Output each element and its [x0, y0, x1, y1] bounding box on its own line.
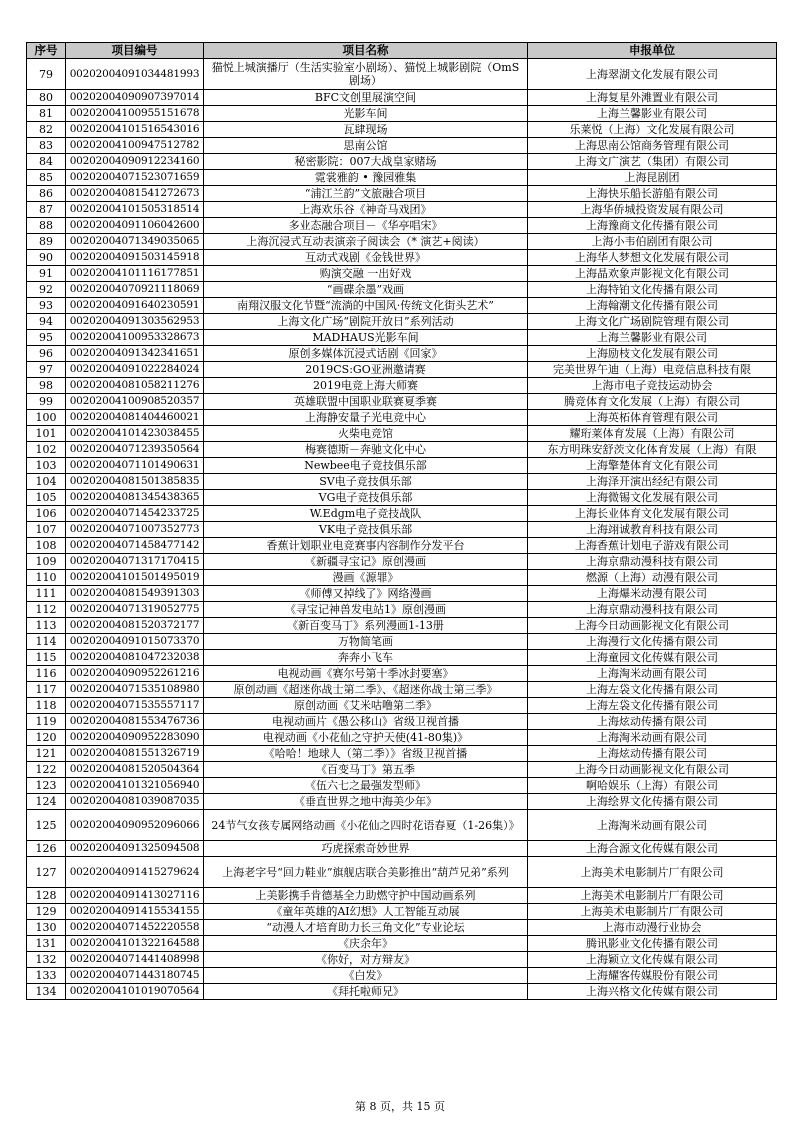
row-project-name: 巧虎探索奇妙世界 [204, 841, 528, 857]
row-project-code: 00202004081058211276 [66, 378, 204, 394]
table-row [27, 888, 777, 904]
row-index: 111 [27, 586, 66, 602]
header-project-name: 项目名称 [204, 43, 528, 59]
row-project-code: 00202004091415279624 [66, 857, 204, 888]
table-row [27, 634, 777, 650]
table-row [27, 602, 777, 618]
row-project-name: 电视动画《小花仙之守护天使(41-80集)》 [204, 730, 528, 746]
row-applicant: 上海翊诚教育科技有限公司 [528, 522, 777, 538]
row-project-name: 《你好，对方辩友》 [204, 952, 528, 968]
table-row [27, 250, 777, 266]
row-project-name: 《寻宝记神兽发电站1》原创漫画 [204, 602, 528, 618]
row-applicant: 上海思南公馆商务管理有限公司 [528, 138, 777, 154]
row-project-name: 原创动画《艾米咕噜第二季》 [204, 698, 528, 714]
row-project-code: 00202004090952261216 [66, 666, 204, 682]
row-project-code: 00202004081404460021 [66, 410, 204, 426]
row-project-name: 秘密影院：007大战皇家赌场 [204, 154, 528, 170]
row-project-code: 00202004090952283090 [66, 730, 204, 746]
table-row [27, 474, 777, 490]
row-applicant: 上海翰潮文化传播有限公司 [528, 298, 777, 314]
row-applicant: 上海泽开演出经纪有限公司 [528, 474, 777, 490]
row-applicant: 上海合源文化传媒有限公司 [528, 841, 777, 857]
table-row [27, 538, 777, 554]
row-applicant: 上海英柘体育管理有限公司 [528, 410, 777, 426]
row-project-code: 00202004101321056940 [66, 778, 204, 794]
table-row [27, 810, 777, 841]
row-project-name: 梅赛德斯－奔驰文化中心 [204, 442, 528, 458]
row-index: 106 [27, 506, 66, 522]
row-project-name: 原创多媒体沉浸式话剧《回家》 [204, 346, 528, 362]
row-project-code: 00202004100953328673 [66, 330, 204, 346]
row-index: 95 [27, 330, 66, 346]
row-index: 105 [27, 490, 66, 506]
row-project-code: 00202004081345438365 [66, 490, 204, 506]
row-project-code: 00202004091034481993 [66, 59, 204, 90]
row-applicant: 完美世界午迪（上海）电竞信息科技有限 [528, 362, 777, 378]
table-row [27, 442, 777, 458]
row-project-code: 00202004100955151678 [66, 106, 204, 122]
table-row [27, 138, 777, 154]
row-project-code: 00202004090912234160 [66, 154, 204, 170]
row-index: 107 [27, 522, 66, 538]
row-index: 131 [27, 936, 66, 952]
row-project-code: 00202004090952096066 [66, 810, 204, 841]
table-row [27, 506, 777, 522]
row-applicant: 上海漫行文化传播有限公司 [528, 634, 777, 650]
table-row [27, 170, 777, 186]
row-applicant: 上海文广演艺（集团）有限公司 [528, 154, 777, 170]
row-index: 125 [27, 810, 66, 841]
row-index: 103 [27, 458, 66, 474]
row-project-code: 00202004091413027116 [66, 888, 204, 904]
row-project-code: 00202004081501385835 [66, 474, 204, 490]
row-index: 102 [27, 442, 66, 458]
row-index: 113 [27, 618, 66, 634]
table-row [27, 920, 777, 936]
table-row [27, 730, 777, 746]
row-project-name: 火柴电竞馆 [204, 426, 528, 442]
row-project-code: 00202004071007352773 [66, 522, 204, 538]
row-project-code: 00202004081520372177 [66, 618, 204, 634]
row-index: 112 [27, 602, 66, 618]
row-applicant: 上海华人梦想文化发展有限公司 [528, 250, 777, 266]
row-project-name: 南翔汉服文化节暨“流淌的中国风·传统文化街头艺术” [204, 298, 528, 314]
row-project-code: 00202004101501495019 [66, 570, 204, 586]
row-applicant: 上海擎楚体育文化有限公司 [528, 458, 777, 474]
row-project-code: 00202004071458477142 [66, 538, 204, 554]
table-row [27, 984, 777, 1000]
row-index: 81 [27, 106, 66, 122]
row-project-code: 00202004081520504364 [66, 762, 204, 778]
row-project-code: 00202004070921118069 [66, 282, 204, 298]
row-project-code: 00202004091022284024 [66, 362, 204, 378]
table-row [27, 106, 777, 122]
row-applicant: 上海京鼎动漫科技有限公司 [528, 554, 777, 570]
table-row [27, 650, 777, 666]
row-applicant: 上海炫动传播有限公司 [528, 746, 777, 762]
row-index: 80 [27, 90, 66, 106]
row-project-code: 00202004101019070564 [66, 984, 204, 1000]
row-project-name: 瓦肆现场 [204, 122, 528, 138]
row-index: 128 [27, 888, 66, 904]
row-index: 126 [27, 841, 66, 857]
row-project-code: 00202004071452220558 [66, 920, 204, 936]
row-project-name: 电视动画《赛尔号第十季冰封要塞》 [204, 666, 528, 682]
table-row [27, 234, 777, 250]
row-index: 118 [27, 698, 66, 714]
row-index: 109 [27, 554, 66, 570]
row-applicant: 上海豫商文化传播有限公司 [528, 218, 777, 234]
row-index: 98 [27, 378, 66, 394]
row-project-name: 《拜托啦师兄》 [204, 984, 528, 1000]
table-row [27, 570, 777, 586]
row-index: 92 [27, 282, 66, 298]
table-header-row [27, 43, 777, 59]
row-project-name: 24节气女孩专属网络动画《小花仙之四时花语春夏（1-26集）》 [204, 810, 528, 841]
table-row [27, 410, 777, 426]
row-project-code: 00202004101516543016 [66, 122, 204, 138]
row-index: 93 [27, 298, 66, 314]
row-index: 85 [27, 170, 66, 186]
row-project-code: 00202004101505318514 [66, 202, 204, 218]
table-row [27, 186, 777, 202]
row-project-name: 电视动画片《愚公移山》省级卫视首播 [204, 714, 528, 730]
row-applicant: 上海爆米动漫有限公司 [528, 586, 777, 602]
row-project-name: 英雄联盟中国职业联赛夏季赛 [204, 394, 528, 410]
row-applicant: 上海复星外滩置业有限公司 [528, 90, 777, 106]
row-project-name: 《白发》 [204, 968, 528, 984]
row-applicant: 上海炫动传播有限公司 [528, 714, 777, 730]
row-project-name: 上美影携手肯德基全力助燃守护中国动画系列 [204, 888, 528, 904]
row-applicant: 上海京鼎动漫科技有限公司 [528, 602, 777, 618]
table-row [27, 857, 777, 888]
table-row [27, 346, 777, 362]
table-row [27, 682, 777, 698]
row-project-code: 00202004100908520357 [66, 394, 204, 410]
table-row [27, 952, 777, 968]
row-project-name: SV电子竞技俱乐部 [204, 474, 528, 490]
row-index: 132 [27, 952, 66, 968]
row-index: 79 [27, 59, 66, 90]
row-project-name: 多业态融合项目－《华亭唱宋》 [204, 218, 528, 234]
row-index: 97 [27, 362, 66, 378]
row-project-name: 《垂直世界之地中海美少年》 [204, 794, 528, 810]
row-project-code: 00202004090907397014 [66, 90, 204, 106]
table-row [27, 968, 777, 984]
row-index: 88 [27, 218, 66, 234]
row-applicant: 上海微锡文化发展有限公司 [528, 490, 777, 506]
row-project-name: 《童年英雄的AI幻想》人工智能互动展 [204, 904, 528, 920]
table-row [27, 762, 777, 778]
row-applicant: 上海淘米动画有限公司 [528, 666, 777, 682]
row-applicant: 上海颖立文化传媒有限公司 [528, 952, 777, 968]
row-project-code: 00202004101116177851 [66, 266, 204, 282]
table-row [27, 282, 777, 298]
row-project-code: 00202004091015073370 [66, 634, 204, 650]
row-index: 108 [27, 538, 66, 554]
row-applicant: 上海励枝文化发展有限公司 [528, 346, 777, 362]
row-project-code: 00202004101322164588 [66, 936, 204, 952]
table-row [27, 90, 777, 106]
row-index: 130 [27, 920, 66, 936]
table-row [27, 154, 777, 170]
row-project-name: 《新百变马丁》系列漫画1-13册 [204, 618, 528, 634]
table-row [27, 330, 777, 346]
table-row [27, 936, 777, 952]
row-applicant: 上海长业体育文化发展有限公司 [528, 506, 777, 522]
row-index: 101 [27, 426, 66, 442]
row-applicant: 上海昆剧团 [528, 170, 777, 186]
row-applicant: 上海市动漫行业协会 [528, 920, 777, 936]
table-row [27, 746, 777, 762]
table-row [27, 266, 777, 282]
row-index: 117 [27, 682, 66, 698]
row-project-code: 00202004071317170415 [66, 554, 204, 570]
row-project-code: 00202004081047232038 [66, 650, 204, 666]
row-index: 116 [27, 666, 66, 682]
row-index: 90 [27, 250, 66, 266]
table-body [27, 59, 777, 1000]
row-applicant: 上海市电子竞技运动协会 [528, 378, 777, 394]
row-project-name: 漫画《源罪》 [204, 570, 528, 586]
row-applicant: 上海美术电影制片厂有限公司 [528, 888, 777, 904]
row-applicant: 上海耀客传媒股份有限公司 [528, 968, 777, 984]
row-project-name: 《师傅又掉线了》网络漫画 [204, 586, 528, 602]
row-project-code: 00202004081549391303 [66, 586, 204, 602]
row-index: 124 [27, 794, 66, 810]
row-applicant: 东方明珠安舒茨文化体育发展（上海）有限 [528, 442, 777, 458]
row-applicant: 啊哈娱乐（上海）有限公司 [528, 778, 777, 794]
row-project-code: 00202004081551326719 [66, 746, 204, 762]
row-project-code: 00202004101423038455 [66, 426, 204, 442]
row-project-code: 00202004081541272673 [66, 186, 204, 202]
row-applicant: 上海兰馨影业有限公司 [528, 330, 777, 346]
row-project-name: 2019电竞上海大师赛 [204, 378, 528, 394]
row-project-code: 00202004081039087035 [66, 794, 204, 810]
row-index: 110 [27, 570, 66, 586]
row-project-name: 光影车间 [204, 106, 528, 122]
row-project-code: 00202004071441408998 [66, 952, 204, 968]
row-applicant: 上海童园文化传媒有限公司 [528, 650, 777, 666]
row-applicant: 上海翠湖文化发展有限公司 [528, 59, 777, 90]
project-table [26, 42, 777, 1000]
row-index: 84 [27, 154, 66, 170]
row-project-code: 00202004091342341651 [66, 346, 204, 362]
row-applicant: 燃源（上海）动漫有限公司 [528, 570, 777, 586]
row-index: 134 [27, 984, 66, 1000]
row-project-code: 00202004071454233725 [66, 506, 204, 522]
row-project-code: 00202004071349035065 [66, 234, 204, 250]
row-project-name: 《哈哈！地球人（第二季）》省级卫视首播 [204, 746, 528, 762]
row-project-name: 2019CS:GO亚洲邀请赛 [204, 362, 528, 378]
row-index: 100 [27, 410, 66, 426]
row-index: 119 [27, 714, 66, 730]
table-row [27, 698, 777, 714]
table-row [27, 202, 777, 218]
table-row [27, 378, 777, 394]
row-index: 86 [27, 186, 66, 202]
table-row [27, 778, 777, 794]
row-applicant: 腾讯影业文化传播有限公司 [528, 936, 777, 952]
row-project-name: 猫悦上城演播厅（生活实验室小剧场）、猫悦上城影剧院（OmS剧场） [204, 59, 528, 90]
table-row [27, 666, 777, 682]
row-index: 83 [27, 138, 66, 154]
table-row [27, 841, 777, 857]
row-project-name: 《庆余年》 [204, 936, 528, 952]
row-project-name: W.Edgm电子竞技战队 [204, 506, 528, 522]
row-index: 133 [27, 968, 66, 984]
table-row [27, 904, 777, 920]
row-index: 89 [27, 234, 66, 250]
table-row [27, 218, 777, 234]
table-row [27, 362, 777, 378]
table-row [27, 554, 777, 570]
row-project-code: 00202004071239350564 [66, 442, 204, 458]
row-project-name: BFC文创里展演空间 [204, 90, 528, 106]
row-project-code: 00202004091303562953 [66, 314, 204, 330]
row-index: 96 [27, 346, 66, 362]
row-applicant: 上海文化广场剧院管理有限公司 [528, 314, 777, 330]
row-applicant: 上海兰馨影业有限公司 [528, 106, 777, 122]
row-applicant: 上海香蕉计划电子游戏有限公司 [528, 538, 777, 554]
row-index: 114 [27, 634, 66, 650]
table-row [27, 586, 777, 602]
row-project-code: 00202004071523071659 [66, 170, 204, 186]
row-index: 82 [27, 122, 66, 138]
row-project-code: 00202004100947512782 [66, 138, 204, 154]
table-row [27, 458, 777, 474]
header-index: 序号 [27, 43, 66, 59]
row-applicant: 上海绘界文化传播有限公司 [528, 794, 777, 810]
row-project-name: VK电子竞技俱乐部 [204, 522, 528, 538]
table-row [27, 122, 777, 138]
row-project-code: 00202004071319052775 [66, 602, 204, 618]
row-project-name: MADHAUS光影车间 [204, 330, 528, 346]
row-project-name: 奔奔小飞车 [204, 650, 528, 666]
row-project-code: 00202004071535108980 [66, 682, 204, 698]
row-project-name: 万物简笔画 [204, 634, 528, 650]
row-project-code: 00202004091503145918 [66, 250, 204, 266]
row-applicant: 腾竞体育文化发展（上海）有限公司 [528, 394, 777, 410]
row-applicant: 上海淘米动画有限公司 [528, 810, 777, 841]
row-project-name: 互动式戏剧《金钱世界》 [204, 250, 528, 266]
table-row [27, 394, 777, 410]
row-index: 115 [27, 650, 66, 666]
row-index: 123 [27, 778, 66, 794]
row-project-code: 00202004071443180745 [66, 968, 204, 984]
row-project-code: 00202004081553476736 [66, 714, 204, 730]
row-project-code: 00202004071535557117 [66, 698, 204, 714]
row-applicant: 上海今日动画影视文化有限公司 [528, 618, 777, 634]
row-project-name: VG电子竞技俱乐部 [204, 490, 528, 506]
row-index: 129 [27, 904, 66, 920]
table-row [27, 426, 777, 442]
table-row [27, 522, 777, 538]
row-project-name: 上海沉浸式互动表演亲子阅读会（* 演艺+阅读） [204, 234, 528, 250]
row-project-name: 购演交融 一出好戏 [204, 266, 528, 282]
row-applicant: 乐莱悦（上海）文化发展有限公司 [528, 122, 777, 138]
row-index: 99 [27, 394, 66, 410]
row-index: 87 [27, 202, 66, 218]
table-row [27, 314, 777, 330]
row-applicant: 上海左袋文化传播有限公司 [528, 698, 777, 714]
row-index: 104 [27, 474, 66, 490]
row-applicant: 上海小韦伯剧团有限公司 [528, 234, 777, 250]
row-applicant: 上海兴格文化传媒有限公司 [528, 984, 777, 1000]
row-project-name: 香蕉计划职业电竞赛事内容制作分发平台 [204, 538, 528, 554]
header-applicant: 申报单位 [528, 43, 777, 59]
row-project-name: “浦江兰韵”文旅融合项目 [204, 186, 528, 202]
table-row [27, 618, 777, 634]
row-project-name: 原创动画《超迷你战士第二季》、《超迷你战士第三季》 [204, 682, 528, 698]
page-footer: 第 8 页，共 15 页 [355, 1100, 445, 1113]
row-index: 94 [27, 314, 66, 330]
row-project-name: 《新疆寻宝记》原创漫画 [204, 554, 528, 570]
row-project-name: 上海老字号“回力鞋业”旗舰店联合美影推出“葫芦兄弟”系列 [204, 857, 528, 888]
row-index: 127 [27, 857, 66, 888]
row-applicant: 上海晶欢象声影视文化有限公司 [528, 266, 777, 282]
row-applicant: 耀珩莱体育发展（上海）有限公司 [528, 426, 777, 442]
row-applicant: 上海美术电影制片厂有限公司 [528, 904, 777, 920]
row-project-name: 上海文化广场“剧院开放日”系列活动 [204, 314, 528, 330]
row-project-code: 00202004071101490631 [66, 458, 204, 474]
row-project-code: 00202004091640230591 [66, 298, 204, 314]
table-row [27, 794, 777, 810]
row-index: 91 [27, 266, 66, 282]
row-project-name: 上海静安量子光电竞中心 [204, 410, 528, 426]
row-project-name: “画碟余墨”戏画 [204, 282, 528, 298]
row-applicant: 上海淘米动画有限公司 [528, 730, 777, 746]
row-project-code: 00202004091106042600 [66, 218, 204, 234]
row-project-code: 00202004091325094508 [66, 841, 204, 857]
row-project-code: 00202004091415534155 [66, 904, 204, 920]
row-index: 121 [27, 746, 66, 762]
row-project-name: 霓裳雅韵 • 豫园雅集 [204, 170, 528, 186]
header-project-code: 项目编号 [66, 43, 204, 59]
row-applicant: 上海今日动画影视文化有限公司 [528, 762, 777, 778]
table-row [27, 714, 777, 730]
row-index: 120 [27, 730, 66, 746]
row-project-name: Newbee电子竞技俱乐部 [204, 458, 528, 474]
row-project-name: 《百变马丁》第五季 [204, 762, 528, 778]
row-index: 122 [27, 762, 66, 778]
table-row [27, 298, 777, 314]
row-project-name: 《伍六七之最强发型师》 [204, 778, 528, 794]
table-row [27, 59, 777, 90]
row-applicant: 上海左袋文化传播有限公司 [528, 682, 777, 698]
row-applicant: 上海华侨城投资发展有限公司 [528, 202, 777, 218]
row-applicant: 上海美术电影制片厂有限公司 [528, 857, 777, 888]
table-row [27, 490, 777, 506]
row-project-name: 上海欢乐谷《神奇马戏团》 [204, 202, 528, 218]
row-project-name: 思南公馆 [204, 138, 528, 154]
row-applicant: 上海快乐船长游船有限公司 [528, 186, 777, 202]
row-applicant: 上海特铂文化传播有限公司 [528, 282, 777, 298]
row-project-name: “动漫人才培育助力长三角文化”专业论坛 [204, 920, 528, 936]
